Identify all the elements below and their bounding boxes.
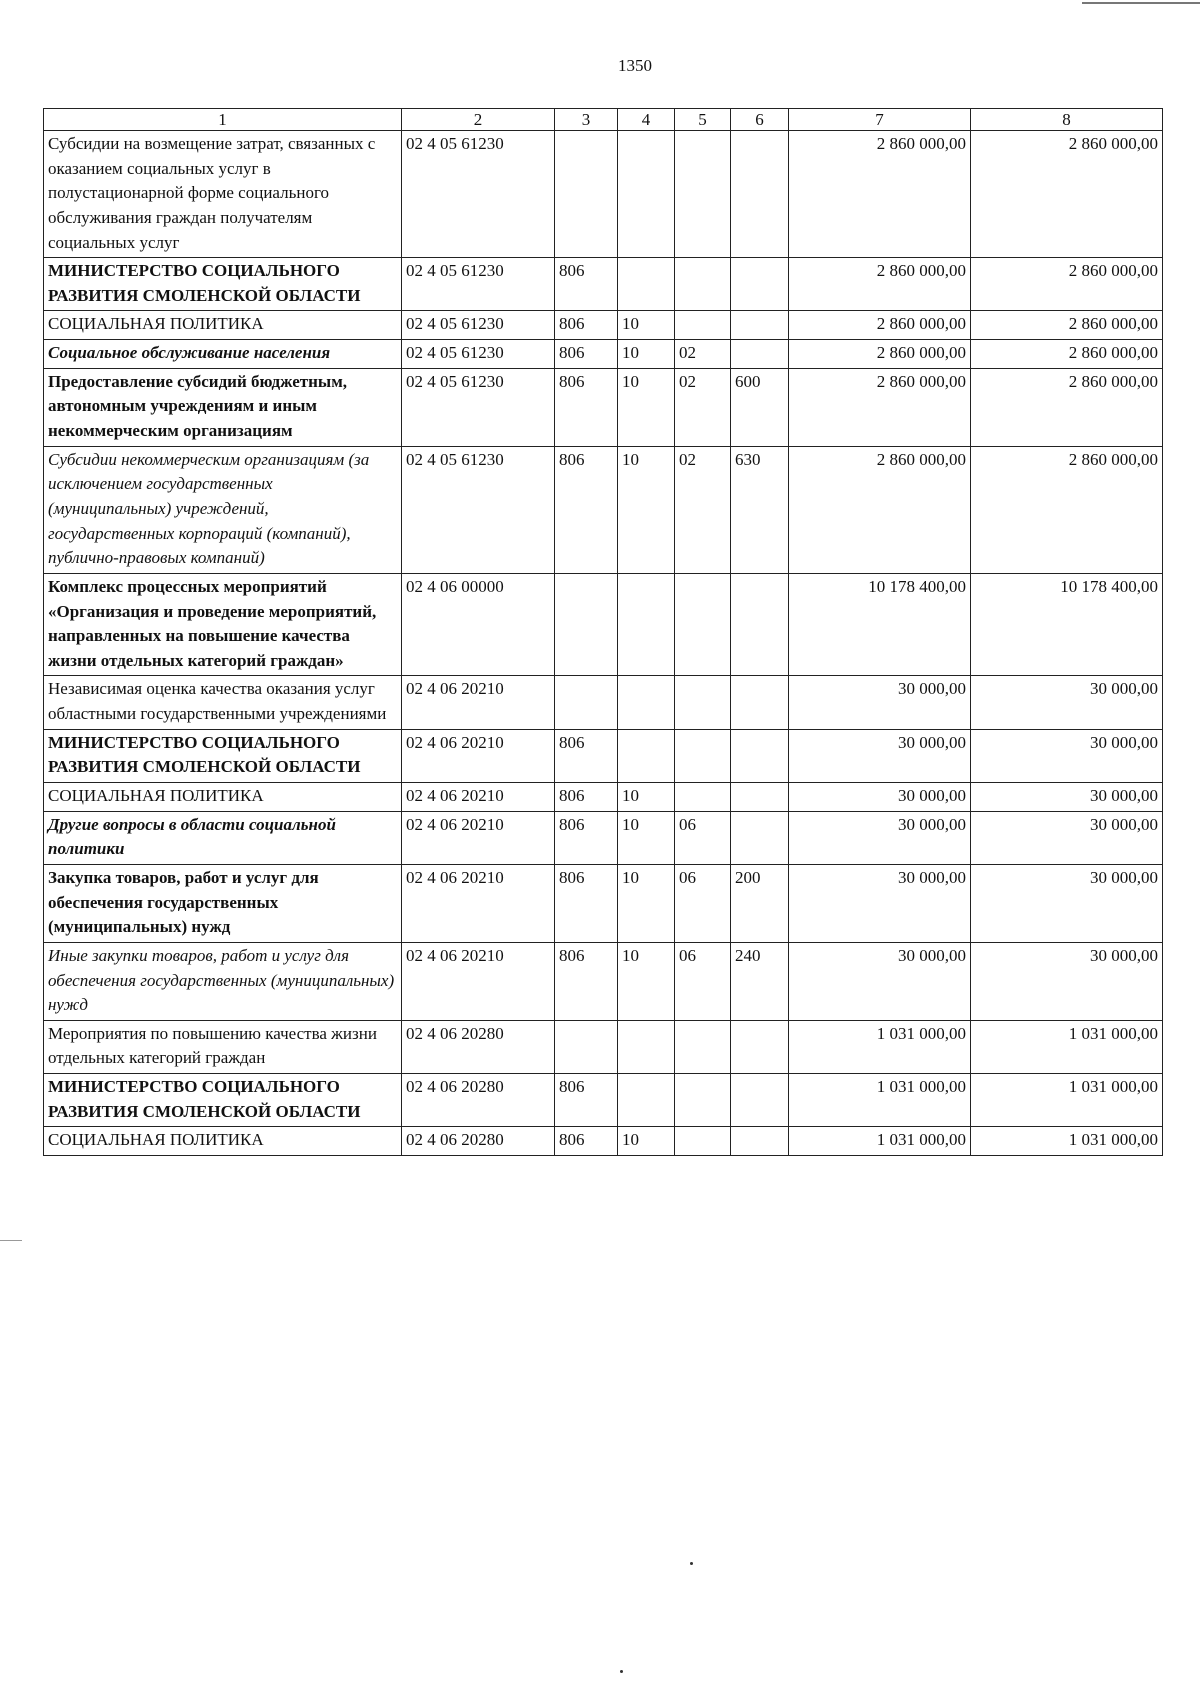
subsection-code (675, 783, 731, 812)
item-name: Комплекс процессных мероприятий «Организация и проведение мероприятий, направленных на повышение качества жизни отдельных категорий граждан» (44, 573, 402, 676)
table-row (44, 573, 1163, 676)
table-row (44, 1020, 1163, 1073)
table-row (44, 729, 1163, 782)
section-code: 10 (618, 311, 675, 340)
amount-year-1: 30 000,00 (789, 783, 971, 812)
subsection-code: 02 (675, 368, 731, 446)
department-code (555, 676, 618, 729)
section-code (618, 573, 675, 676)
expense-type-code: 240 (731, 942, 789, 1020)
subsection-code: 02 (675, 340, 731, 369)
item-name: МИНИСТЕРСТВО СОЦИАЛЬНОГО РАЗВИТИЯ СМОЛЕНСКОЙ ОБЛАСТИ (44, 258, 402, 311)
item-name: Другие вопросы в области социальной политики (44, 811, 402, 864)
amount-year-1: 10 178 400,00 (789, 573, 971, 676)
amount-year-2: 30 000,00 (971, 942, 1163, 1020)
scan-speck (690, 1562, 693, 1565)
department-code: 806 (555, 811, 618, 864)
subsection-code (675, 676, 731, 729)
target-article-code: 02 4 06 20210 (402, 942, 555, 1020)
subsection-code (675, 258, 731, 311)
department-code: 806 (555, 729, 618, 782)
target-article-code: 02 4 05 61230 (402, 446, 555, 573)
target-article-code: 02 4 06 20210 (402, 676, 555, 729)
column-number: 3 (555, 109, 618, 131)
amount-year-1: 1 031 000,00 (789, 1074, 971, 1127)
subsection-code: 06 (675, 942, 731, 1020)
margin-mark (0, 1240, 22, 1241)
item-name: Субсидии некоммерческим организациям (за исключением государственных (муниципальных) учреждений, государственных корпораций (компаний), публично-правовых компаний) (44, 446, 402, 573)
table-row (44, 676, 1163, 729)
amount-year-2: 2 860 000,00 (971, 311, 1163, 340)
target-article-code: 02 4 06 20210 (402, 811, 555, 864)
item-name: Социальное обслуживание населения (44, 340, 402, 369)
amount-year-2: 1 031 000,00 (971, 1127, 1163, 1156)
item-name: СОЦИАЛЬНАЯ ПОЛИТИКА (44, 311, 402, 340)
item-name: СОЦИАЛЬНАЯ ПОЛИТИКА (44, 1127, 402, 1156)
amount-year-2: 1 031 000,00 (971, 1074, 1163, 1127)
expense-type-code (731, 258, 789, 311)
target-article-code: 02 4 06 20210 (402, 729, 555, 782)
department-code: 806 (555, 1127, 618, 1156)
department-code: 806 (555, 368, 618, 446)
amount-year-2: 30 000,00 (971, 676, 1163, 729)
subsection-code (675, 729, 731, 782)
expense-type-code: 200 (731, 864, 789, 942)
item-name: Предоставление субсидий бюджетным, автономным учреждениям и иным некоммерческим организациям (44, 368, 402, 446)
table-body (44, 109, 1163, 1156)
expense-type-code (731, 131, 789, 258)
department-code (555, 573, 618, 676)
expense-type-code (731, 1020, 789, 1073)
amount-year-1: 2 860 000,00 (789, 258, 971, 311)
scan-speck (620, 1670, 623, 1673)
amount-year-1: 1 031 000,00 (789, 1020, 971, 1073)
subsection-code: 02 (675, 446, 731, 573)
item-name: Иные закупки товаров, работ и услуг для обеспечения государственных (муниципальных) нужд (44, 942, 402, 1020)
section-code: 10 (618, 811, 675, 864)
amount-year-2: 1 031 000,00 (971, 1020, 1163, 1073)
subsection-code (675, 1127, 731, 1156)
column-number: 6 (731, 109, 789, 131)
subsection-code (675, 573, 731, 676)
target-article-code: 02 4 05 61230 (402, 368, 555, 446)
target-article-code: 02 4 06 20210 (402, 864, 555, 942)
table-row (44, 340, 1163, 369)
column-number-header (44, 109, 1163, 131)
target-article-code: 02 4 05 61230 (402, 311, 555, 340)
item-name: МИНИСТЕРСТВО СОЦИАЛЬНОГО РАЗВИТИЯ СМОЛЕНСКОЙ ОБЛАСТИ (44, 1074, 402, 1127)
table-row (44, 1127, 1163, 1156)
amount-year-1: 30 000,00 (789, 942, 971, 1020)
expense-type-code (731, 340, 789, 369)
expense-type-code (731, 729, 789, 782)
amount-year-2: 30 000,00 (971, 729, 1163, 782)
item-name: МИНИСТЕРСТВО СОЦИАЛЬНОГО РАЗВИТИЯ СМОЛЕНСКОЙ ОБЛАСТИ (44, 729, 402, 782)
amount-year-1: 30 000,00 (789, 729, 971, 782)
amount-year-1: 2 860 000,00 (789, 368, 971, 446)
column-number: 2 (402, 109, 555, 131)
column-number: 8 (971, 109, 1163, 131)
column-number: 4 (618, 109, 675, 131)
target-article-code: 02 4 05 61230 (402, 131, 555, 258)
department-code: 806 (555, 340, 618, 369)
department-code (555, 1020, 618, 1073)
subsection-code (675, 1020, 731, 1073)
column-number: 7 (789, 109, 971, 131)
expense-type-code (731, 783, 789, 812)
target-article-code: 02 4 06 00000 (402, 573, 555, 676)
subsection-code: 06 (675, 864, 731, 942)
item-name: СОЦИАЛЬНАЯ ПОЛИТИКА (44, 783, 402, 812)
amount-year-1: 2 860 000,00 (789, 446, 971, 573)
item-name: Закупка товаров, работ и услуг для обеспечения государственных (муниципальных) нужд (44, 864, 402, 942)
section-code: 10 (618, 368, 675, 446)
department-code: 806 (555, 311, 618, 340)
amount-year-1: 2 860 000,00 (789, 131, 971, 258)
table-row (44, 311, 1163, 340)
expense-type-code (731, 676, 789, 729)
section-code: 10 (618, 783, 675, 812)
column-number: 5 (675, 109, 731, 131)
amount-year-2: 30 000,00 (971, 864, 1163, 942)
expense-type-code (731, 573, 789, 676)
amount-year-2: 2 860 000,00 (971, 258, 1163, 311)
amount-year-2: 10 178 400,00 (971, 573, 1163, 676)
item-name: Независимая оценка качества оказания услуг областными государственными учреждениями (44, 676, 402, 729)
column-number: 1 (44, 109, 402, 131)
amount-year-1: 1 031 000,00 (789, 1127, 971, 1156)
target-article-code: 02 4 06 20280 (402, 1127, 555, 1156)
target-article-code: 02 4 05 61230 (402, 258, 555, 311)
expense-type-code (731, 1074, 789, 1127)
section-code: 10 (618, 1127, 675, 1156)
department-code (555, 131, 618, 258)
table-row (44, 446, 1163, 573)
target-article-code: 02 4 06 20210 (402, 783, 555, 812)
section-code: 10 (618, 864, 675, 942)
section-code: 10 (618, 340, 675, 369)
amount-year-2: 2 860 000,00 (971, 131, 1163, 258)
amount-year-1: 2 860 000,00 (789, 340, 971, 369)
department-code: 806 (555, 258, 618, 311)
table-row (44, 783, 1163, 812)
amount-year-1: 30 000,00 (789, 676, 971, 729)
subsection-code (675, 1074, 731, 1127)
scan-edge-line (1082, 2, 1200, 4)
amount-year-1: 30 000,00 (789, 864, 971, 942)
section-code (618, 1020, 675, 1073)
expense-type-code (731, 1127, 789, 1156)
section-code (618, 258, 675, 311)
table-row (44, 368, 1163, 446)
table-row (44, 131, 1163, 258)
expense-type-code (731, 311, 789, 340)
section-code (618, 729, 675, 782)
section-code (618, 676, 675, 729)
section-code: 10 (618, 942, 675, 1020)
section-code (618, 1074, 675, 1127)
page-number: 1350 (618, 56, 652, 75)
item-name: Субсидии на возмещение затрат, связанных с оказанием социальных услуг в полустационарной форме социального обслуживания граждан получателям социальных услуг (44, 131, 402, 258)
table-row (44, 811, 1163, 864)
expense-type-code: 600 (731, 368, 789, 446)
subsection-code (675, 131, 731, 258)
expense-type-code (731, 811, 789, 864)
amount-year-2: 2 860 000,00 (971, 340, 1163, 369)
amount-year-1: 2 860 000,00 (789, 311, 971, 340)
budget-table (43, 108, 1163, 1156)
department-code: 806 (555, 446, 618, 573)
table-row (44, 942, 1163, 1020)
target-article-code: 02 4 06 20280 (402, 1020, 555, 1073)
table-row (44, 1074, 1163, 1127)
subsection-code (675, 311, 731, 340)
department-code: 806 (555, 1074, 618, 1127)
table-row (44, 258, 1163, 311)
amount-year-2: 2 860 000,00 (971, 446, 1163, 573)
target-article-code: 02 4 06 20280 (402, 1074, 555, 1127)
target-article-code: 02 4 05 61230 (402, 340, 555, 369)
item-name: Мероприятия по повышению качества жизни отдельных категорий граждан (44, 1020, 402, 1073)
subsection-code: 06 (675, 811, 731, 864)
department-code: 806 (555, 864, 618, 942)
expense-type-code: 630 (731, 446, 789, 573)
department-code: 806 (555, 783, 618, 812)
amount-year-2: 30 000,00 (971, 783, 1163, 812)
amount-year-1: 30 000,00 (789, 811, 971, 864)
table-row (44, 864, 1163, 942)
section-code (618, 131, 675, 258)
department-code: 806 (555, 942, 618, 1020)
amount-year-2: 2 860 000,00 (971, 368, 1163, 446)
section-code: 10 (618, 446, 675, 573)
amount-year-2: 30 000,00 (971, 811, 1163, 864)
